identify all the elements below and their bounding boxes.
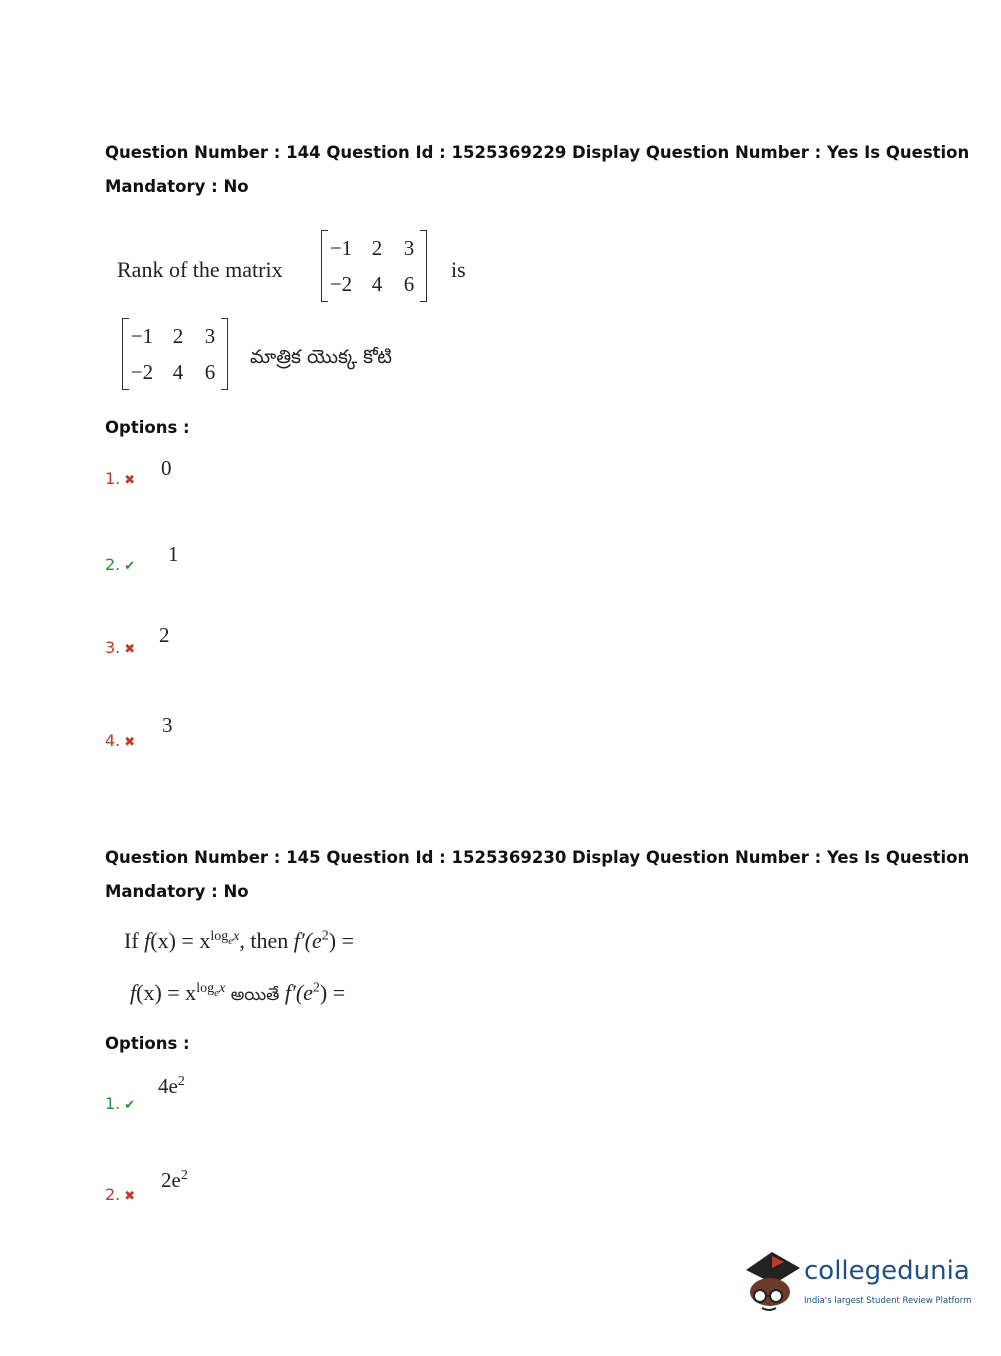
matrix-cell: 3 — [204, 323, 216, 348]
matrix-cell: 3 — [403, 235, 415, 260]
option-number: 1. — [105, 1094, 121, 1113]
option-number: 1. — [105, 469, 121, 488]
q144-options-label: Options : — [105, 418, 190, 437]
q144-option-4-number — [105, 731, 135, 750]
cross-icon: ✖ — [124, 1189, 136, 1204]
math-func: f — [130, 980, 137, 1005]
matrix-cell: 2 — [172, 323, 184, 348]
matrix-cell: −1 — [130, 323, 154, 348]
q144-option-3-value: 2 — [159, 623, 170, 647]
math-exp: log — [210, 928, 229, 944]
math-exp: e — [214, 986, 219, 999]
math-exp: x — [233, 928, 240, 944]
q145-option-2-value — [161, 1168, 188, 1193]
math-exp: e — [228, 934, 234, 947]
math-exp: 2 — [321, 928, 329, 944]
math-exp: x — [218, 980, 226, 996]
math-text: (x) = x — [136, 980, 197, 1005]
math-text: If — [124, 928, 139, 953]
matrix-right-bracket — [221, 318, 228, 390]
matrix-right-bracket — [420, 230, 427, 302]
math-text: ) = — [328, 928, 354, 953]
cross-icon: ✖ — [124, 473, 136, 488]
option-exp: 2 — [180, 1168, 188, 1183]
collegedunia-logo[interactable] — [742, 1248, 972, 1318]
matrix-cell: −2 — [329, 271, 353, 296]
logo-wordmark: collegedunia — [804, 1256, 970, 1286]
matrix-cell: −1 — [329, 235, 353, 260]
option-exp: 2 — [177, 1074, 185, 1089]
check-icon: ✔ — [124, 1098, 136, 1113]
cross-icon: ✖ — [124, 735, 136, 750]
q144-option-1-number — [105, 469, 135, 488]
matrix-cell: 6 — [403, 271, 415, 296]
q145-prompt-en — [124, 928, 354, 954]
q144-option-2-value: 1 — [168, 542, 179, 566]
q144-option-1-value: 0 — [161, 456, 172, 480]
matrix-cell: 6 — [204, 359, 216, 384]
matrix-left-bracket — [321, 230, 328, 302]
q145-options-label: Options : — [105, 1034, 190, 1053]
q144-option-3-number — [105, 638, 135, 657]
q144-option-4-value: 3 — [162, 713, 173, 737]
option-number: 3. — [105, 638, 121, 657]
q145-header-line1: Question Number : 145 Question Id : 1525369230 Display Question Number : Yes Is Question — [105, 848, 970, 867]
q145-prompt-te — [130, 980, 345, 1009]
q144-prompt-en-prefix: Rank of the matrix — [117, 257, 283, 282]
math-func: f — [144, 928, 151, 953]
option-base: 2e — [161, 1168, 181, 1192]
q145-option-1-number — [105, 1094, 135, 1113]
q144-header-line1: Question Number : 144 Question Id : 1525369229 Display Question Number : Yes Is Question — [105, 143, 970, 162]
q145-option-2-number — [105, 1185, 135, 1204]
option-number: 2. — [105, 555, 121, 574]
option-base: 4e — [158, 1074, 178, 1098]
graduate-cap-mascot-icon — [742, 1248, 802, 1318]
matrix-left-bracket — [122, 318, 129, 390]
math-text: (x) = x — [150, 928, 211, 953]
math-func: f′(e — [293, 928, 322, 953]
matrix-cell: 4 — [172, 359, 184, 384]
q144-matrix-en — [323, 230, 423, 302]
math-text: , then — [239, 928, 289, 953]
matrix-cell: 2 — [371, 235, 383, 260]
math-func: f′(e — [284, 980, 313, 1005]
math-exp: 2 — [312, 980, 320, 996]
option-number: 2. — [105, 1185, 121, 1204]
q144-header-line2: Mandatory : No — [105, 177, 249, 196]
matrix-cell: −2 — [130, 359, 154, 384]
q145-option-1-value — [158, 1074, 185, 1099]
logo-tagline: India's largest Student Review Platform — [804, 1296, 972, 1306]
q144-prompt-en-suffix: is — [451, 257, 466, 282]
matrix-cell: 4 — [371, 271, 383, 296]
math-text: ) = — [319, 980, 346, 1005]
q144-prompt-te: మాత్రిక యొక్క కోటి — [250, 346, 392, 368]
math-exp: log — [196, 980, 215, 996]
option-number: 4. — [105, 731, 121, 750]
cross-icon: ✖ — [124, 642, 136, 657]
q145-header-line2: Mandatory : No — [105, 882, 249, 901]
q144-option-2-number — [105, 555, 135, 574]
telugu-word: అయితే — [230, 985, 280, 1004]
q144-matrix-te — [124, 318, 224, 390]
check-icon: ✔ — [124, 559, 136, 574]
